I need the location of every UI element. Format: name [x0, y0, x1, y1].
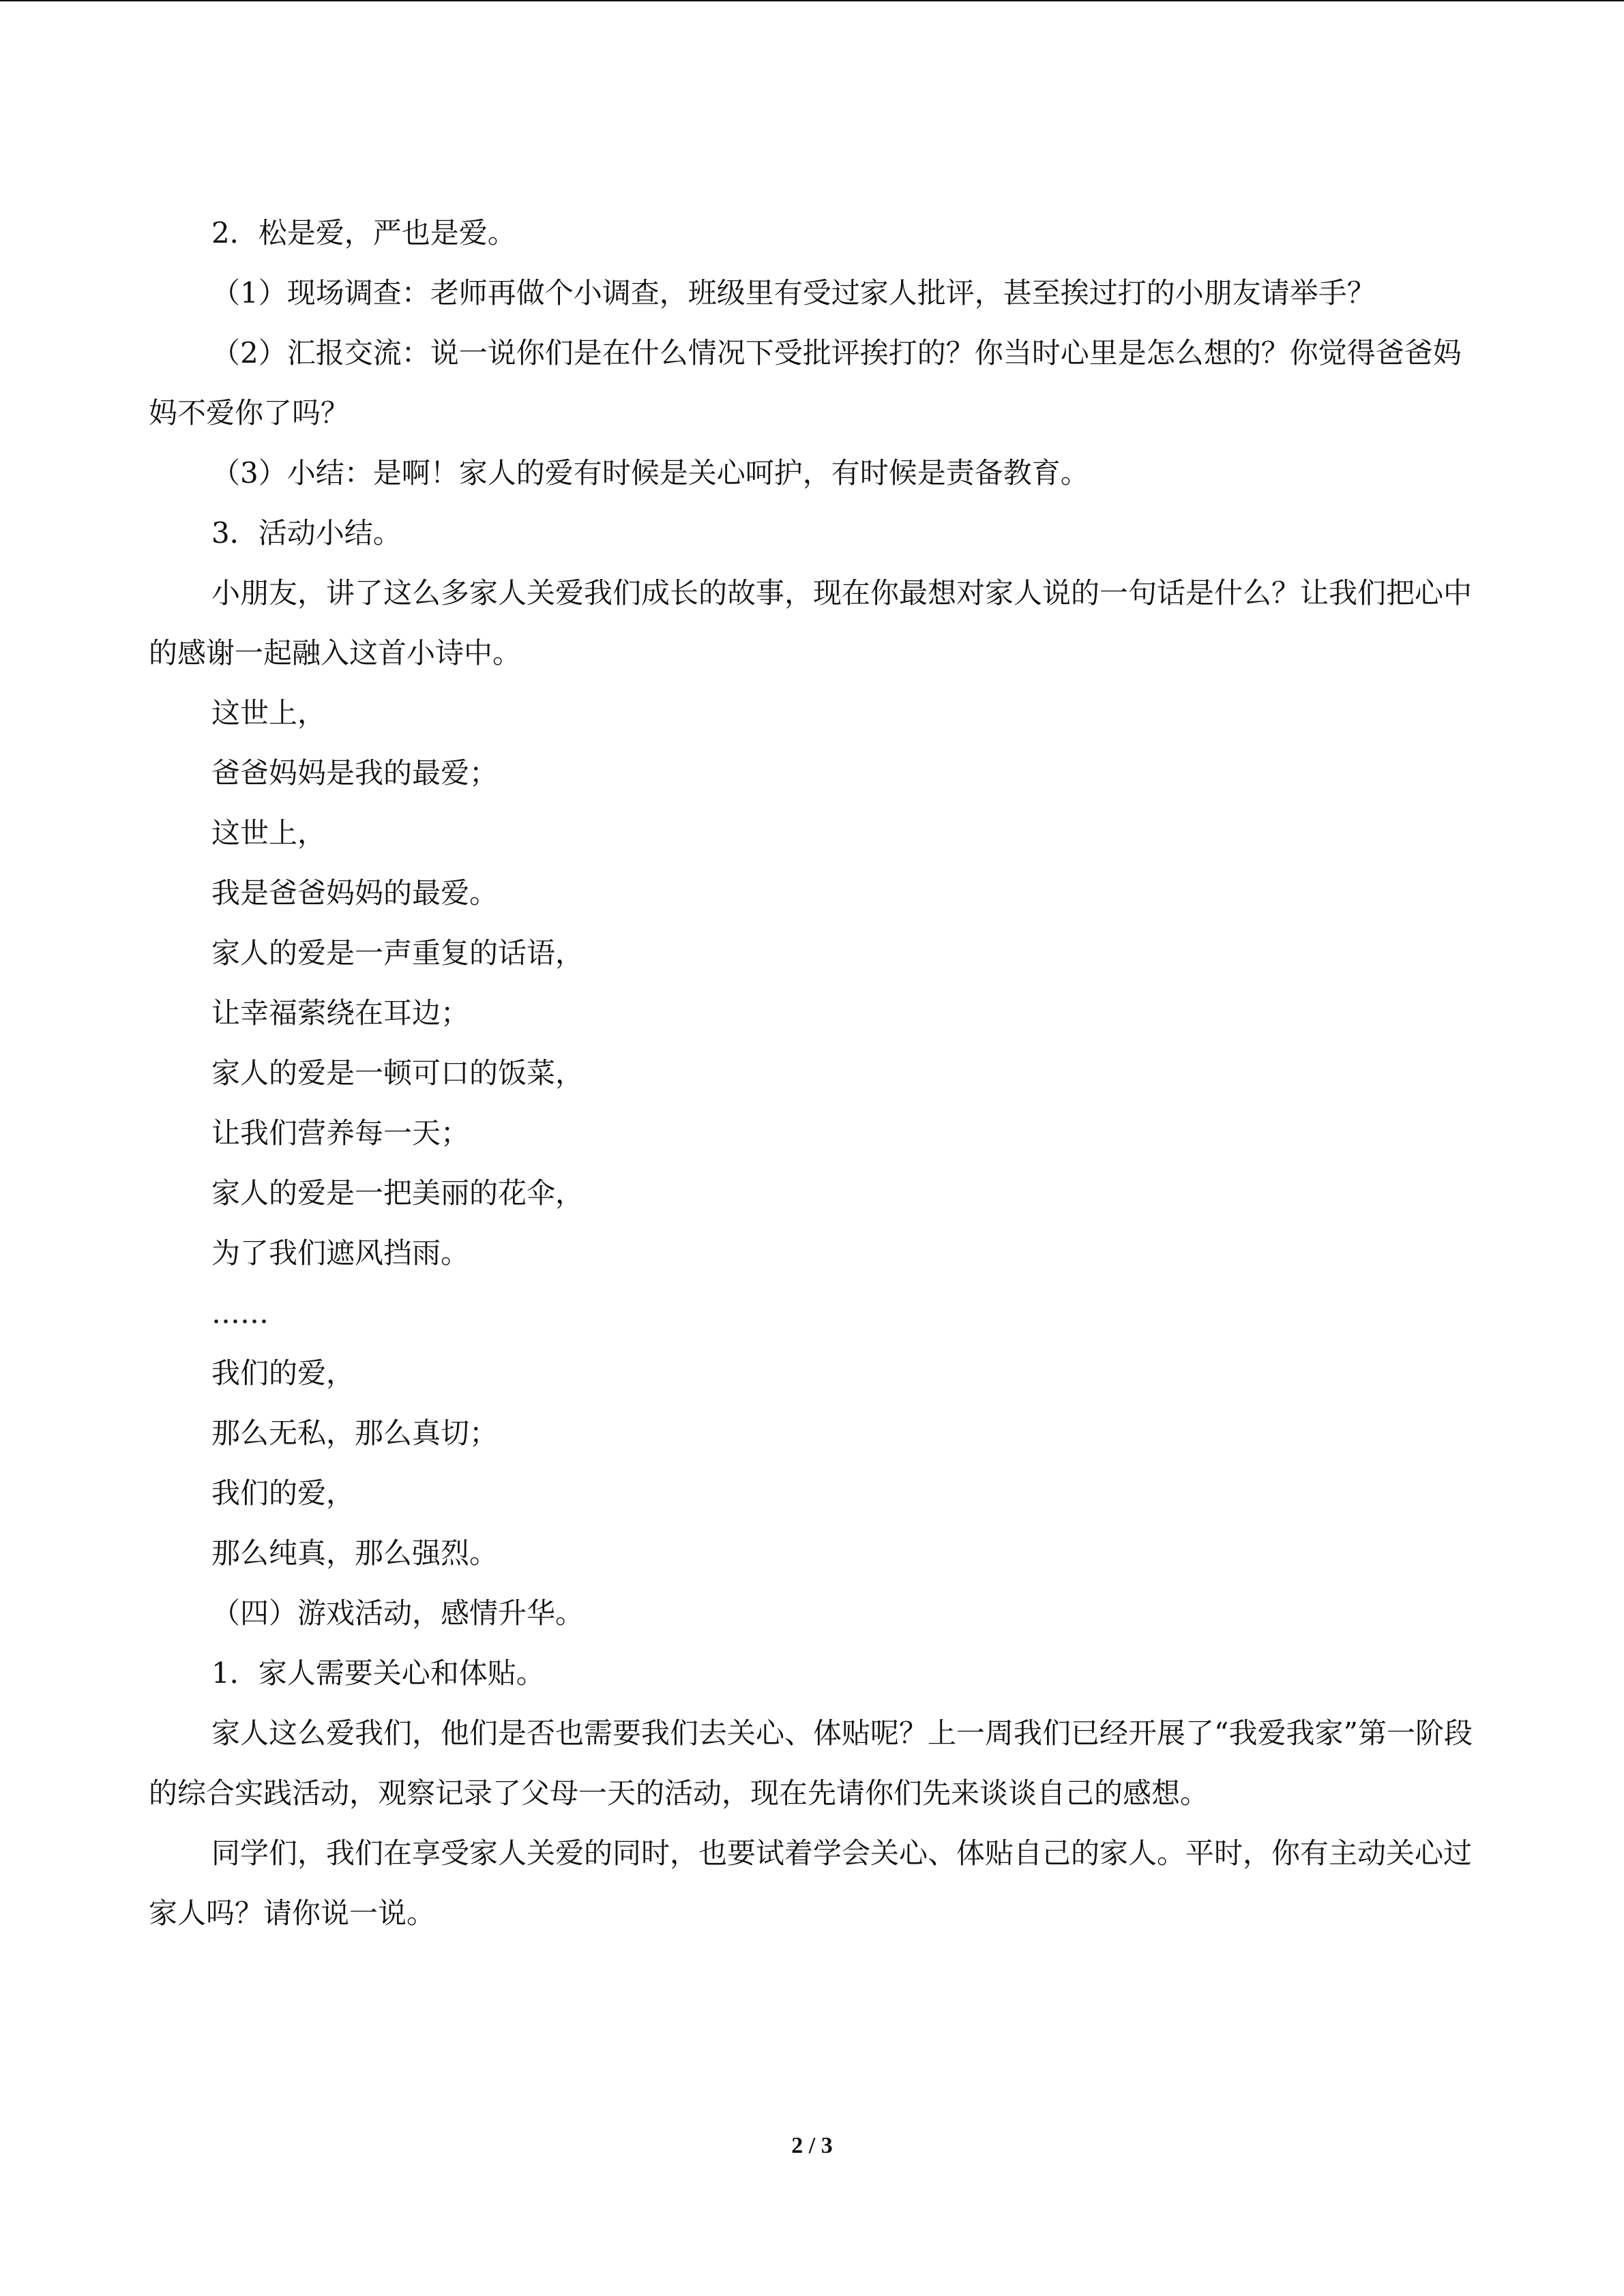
heading-2: 2．松是爱，严也是爱。: [211, 216, 516, 250]
poem-ellipsis: ……: [211, 1296, 269, 1330]
poem-line: 我们的爱，: [211, 1356, 355, 1390]
poem-line: 家人的爱是一声重复的话语，: [211, 936, 585, 970]
poem-line: 让我们营养每一天；: [211, 1116, 470, 1150]
paragraph-survey: （1）现场调查：老师再做个小调查，班级里有受过家人批评，甚至挨过打的小朋友请举手？: [211, 276, 1376, 310]
page-number: 2 / 3: [791, 2133, 833, 2158]
paragraph-summary: （3）小结：是啊！家人的爱有时候是关心呵护，有时候是责备教育。: [211, 456, 1089, 490]
paragraph-family-care: 家人这么爱我们，他们是否也需要我们去关心、体贴呢？上一周我们已经开展了“我爱我家”第一阶段的综合实践活动，观察记录了父母一天的活动，现在先请你们先来谈谈自己的感想。: [149, 1716, 1473, 1810]
poem-line: 这世上，: [211, 696, 327, 730]
paragraph-report: （2）汇报交流：说一说你们是在什么情况下受批评挨打的？你当时心里是怎么想的？你觉得爸爸妈妈不爱你了吗？: [149, 336, 1462, 430]
poem-line: 家人的爱是一把美丽的花伞，: [211, 1176, 585, 1210]
poem-line: 为了我们遮风挡雨。: [211, 1236, 470, 1270]
heading-1: 1．家人需要关心和体贴。: [211, 1656, 545, 1690]
poem-line: 让幸福萦绕在耳边；: [211, 996, 470, 1030]
heading-3: 3．活动小结。: [211, 516, 402, 550]
poem-line: 我们的爱，: [211, 1476, 355, 1510]
poem-line: 我是爸爸妈妈的最爱。: [211, 876, 499, 910]
poem-line: 这世上，: [211, 816, 327, 850]
poem-line: 那么无私，那么真切；: [211, 1416, 499, 1450]
poem-line: 那么纯真，那么强烈。: [211, 1536, 499, 1570]
paragraph-intro-poem: 小朋友，讲了这么多家人关爱我们成长的故事，现在你最想对家人说的一句话是什么？让我们把心中的感谢一起融入这首小诗中。: [149, 576, 1473, 670]
poem-line: 家人的爱是一顿可口的饭菜，: [211, 1056, 585, 1090]
poem-line: 爸爸妈妈是我的最爱；: [211, 756, 499, 790]
top-border-line: [0, 0, 1624, 1]
section-heading-4: （四）游戏活动，感情升华。: [211, 1596, 585, 1630]
paragraph-classmates: 同学们，我们在享受家人关爱的同时，也要试着学会关心、体贴自己的家人。平时，你有主动关心过家人吗？请你说一说。: [149, 1836, 1473, 1930]
document-body: [149, 203, 1479, 1943]
